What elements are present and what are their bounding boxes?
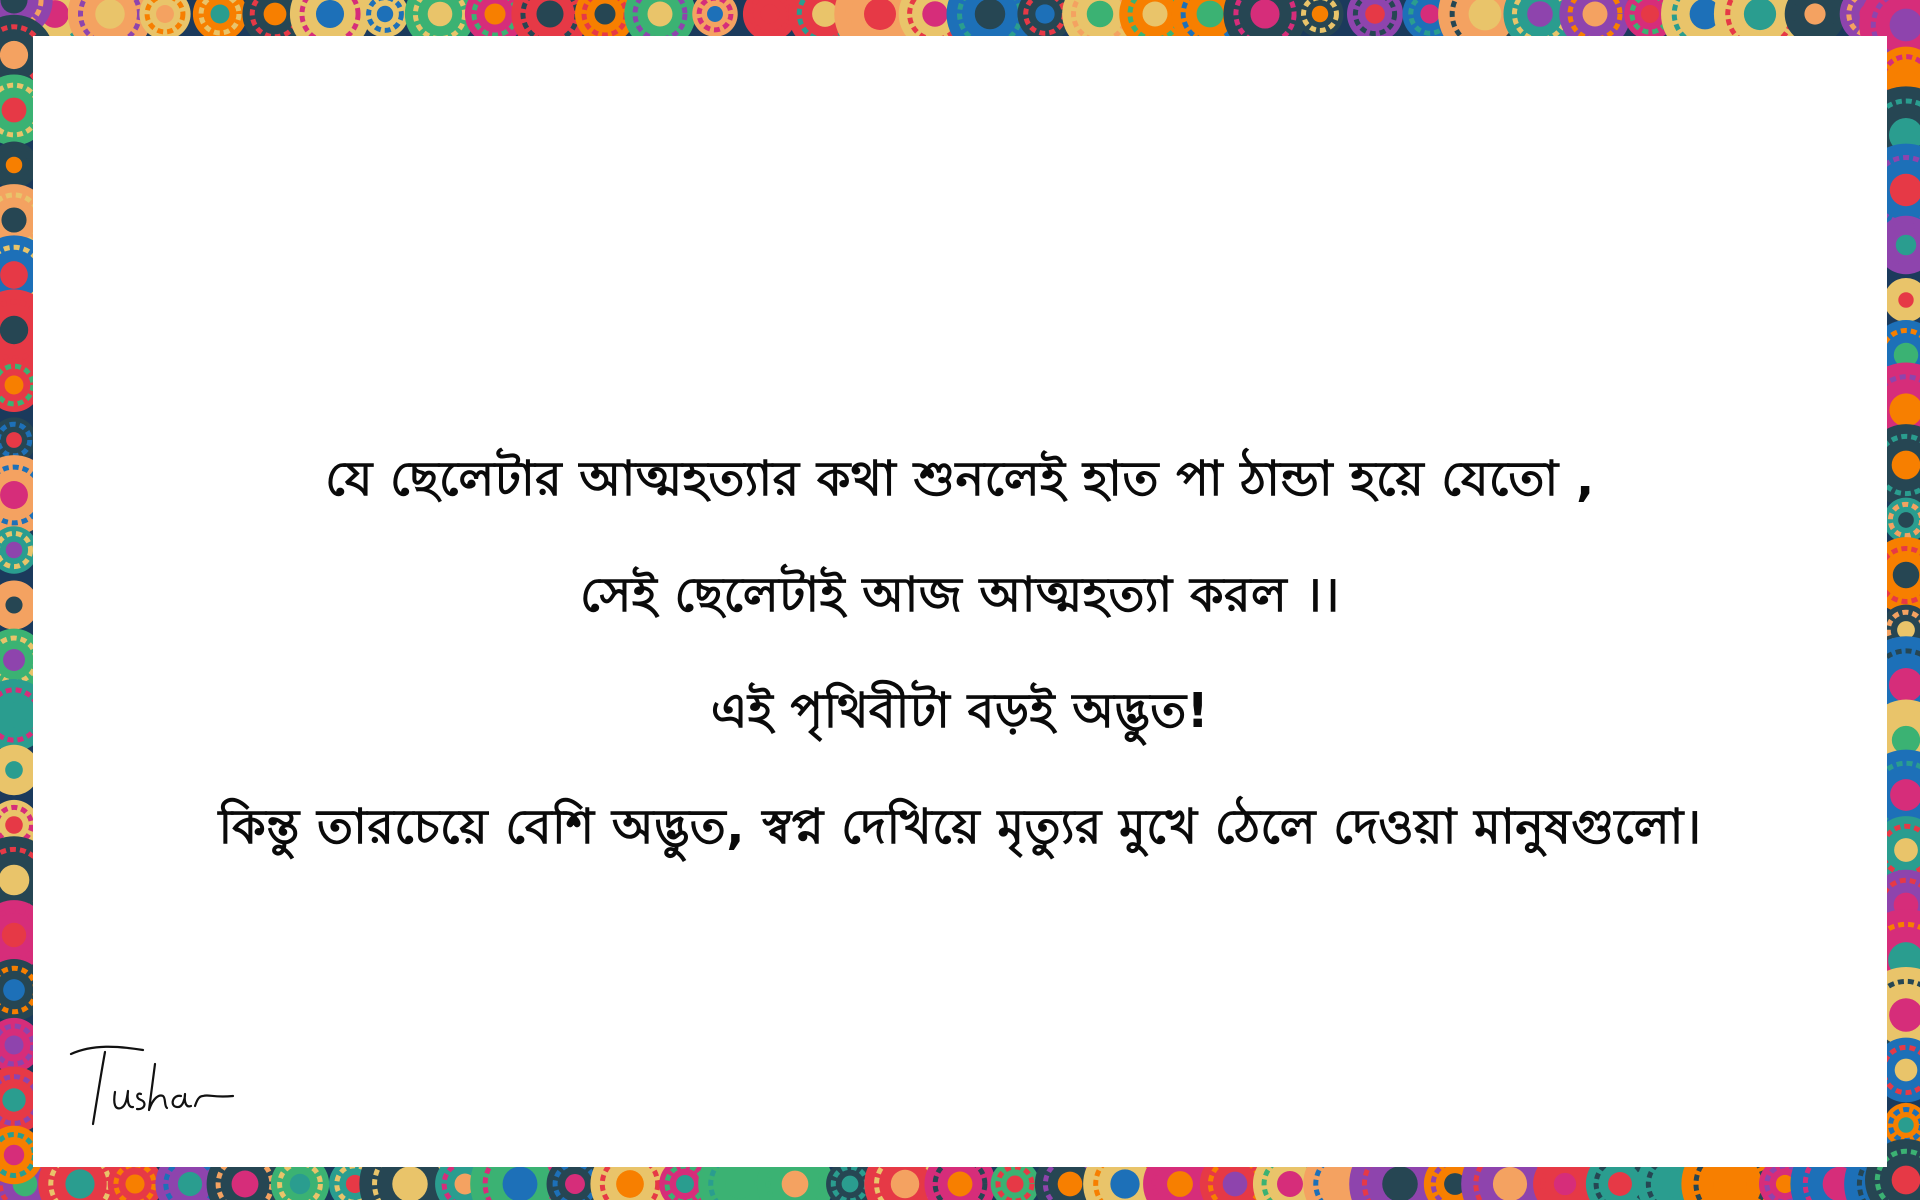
mandala-center [1583,2,1608,27]
mandala-center [1893,562,1919,588]
mandala-center [264,3,287,26]
mandala-center [1898,292,1913,307]
mandala-center [948,1172,973,1197]
mandala-center [484,3,505,24]
mandala-center [1898,512,1914,528]
mandala-center [565,1174,585,1194]
mandala-center [1493,1167,1527,1200]
mandala-center [65,1169,94,1198]
mandala-center [428,2,453,27]
mandala-center [1713,1167,1747,1200]
poem-line-4: কিন্তু তারচেয়ে বেশি অদ্ভুত, স্বপ্ন দেখিয়ে মৃত্যুর মুখে ঠেলে দেওয়া মানুষগুলো। [218,799,1702,855]
mandala-center [125,1174,144,1193]
mandala-center [1420,4,1439,23]
mandala-center [648,2,673,27]
mandala-center [0,865,29,896]
mandala-center [1895,1059,1918,1082]
mandala-center [377,6,393,22]
mandala-center [1,702,26,727]
mandala-center [1527,1,1553,27]
mandala-center [975,0,1005,29]
mandala-center [232,1171,259,1198]
mandala-center [536,0,563,27]
mandala-center [594,3,615,24]
mandala-center [842,1176,859,1193]
mandala-center [95,0,125,29]
mandala-center [1250,0,1279,29]
mandala-center [616,1170,644,1198]
mandala-center [1277,1171,1303,1197]
author-signature [63,1034,243,1134]
mandala-center [676,1175,694,1193]
poem-text-block [33,421,1887,885]
mandala-center [5,761,23,779]
poem-line-1: যে ছেলেটার আত্মহত্যার কথা শুনলেই হাত পা ঠান্ডা হয়ে যেতো , [325,451,1595,507]
mandala-center [1058,1172,1083,1197]
mandala-center [5,376,24,395]
mandala-center [1365,4,1385,24]
mandala-center [156,5,174,23]
mandala-center [1898,1117,1913,1132]
mandala-center [5,1036,24,1055]
poem-line-3: এই পৃথিবীটা বড়ই অদ্ভুত! [710,683,1210,739]
mandala-center [1804,3,1825,24]
mandala-center [782,1171,809,1198]
mandala-center [1,207,26,232]
mandala-center [1223,1172,1248,1197]
mandala-center [316,0,344,28]
mandala-center [1167,1171,1193,1197]
mandala-center [0,481,28,509]
mandala-center [707,6,723,22]
poem-line-2: সেই ছেলেটাই আজ আত্মহত্যা করল ।। [580,567,1340,623]
mandala-center [1896,235,1916,255]
mandala-center [5,816,23,834]
mandala-center [2,923,26,947]
mandala-center [1641,5,1659,23]
mandala-center [1554,1173,1576,1195]
mandala-center [1197,1,1224,28]
mandala-center [1608,1172,1632,1196]
mandala-center [1312,6,1328,22]
mandala-center [1087,1,1113,27]
mandala-center [1894,838,1918,862]
mandala-center [1006,1175,1023,1192]
mandala-center [4,1145,24,1165]
mandala-center [5,596,22,613]
mandala-center [891,1170,920,1199]
mandala-center [761,5,780,24]
mandala-center [725,1169,754,1198]
signature-handwriting [63,1034,243,1134]
mandala-center [1142,1,1167,26]
mandala-center [503,1167,538,1200]
mandala-center [2,98,27,123]
mandala-center [0,261,28,289]
mandala-center [3,979,25,1001]
mandala-center [1897,621,1915,639]
mandala-center [0,316,28,344]
mandala-center [1110,1169,1139,1198]
mandala-center [290,1174,310,1194]
mandala-center [0,41,28,69]
mandala-center [2,1088,25,1111]
mandala-center [3,649,25,671]
mandala-center [6,542,23,559]
mandala-center [1035,4,1054,23]
mandala-center [6,432,22,448]
mandala-center [922,1,947,26]
poem-card [33,36,1887,1167]
mandala-center [812,1,838,27]
mandala-center [6,157,22,173]
mandala-center [211,5,230,24]
mandala-center [1892,1166,1920,1195]
mandala-center [1892,451,1920,480]
mandala-center [178,1172,202,1196]
